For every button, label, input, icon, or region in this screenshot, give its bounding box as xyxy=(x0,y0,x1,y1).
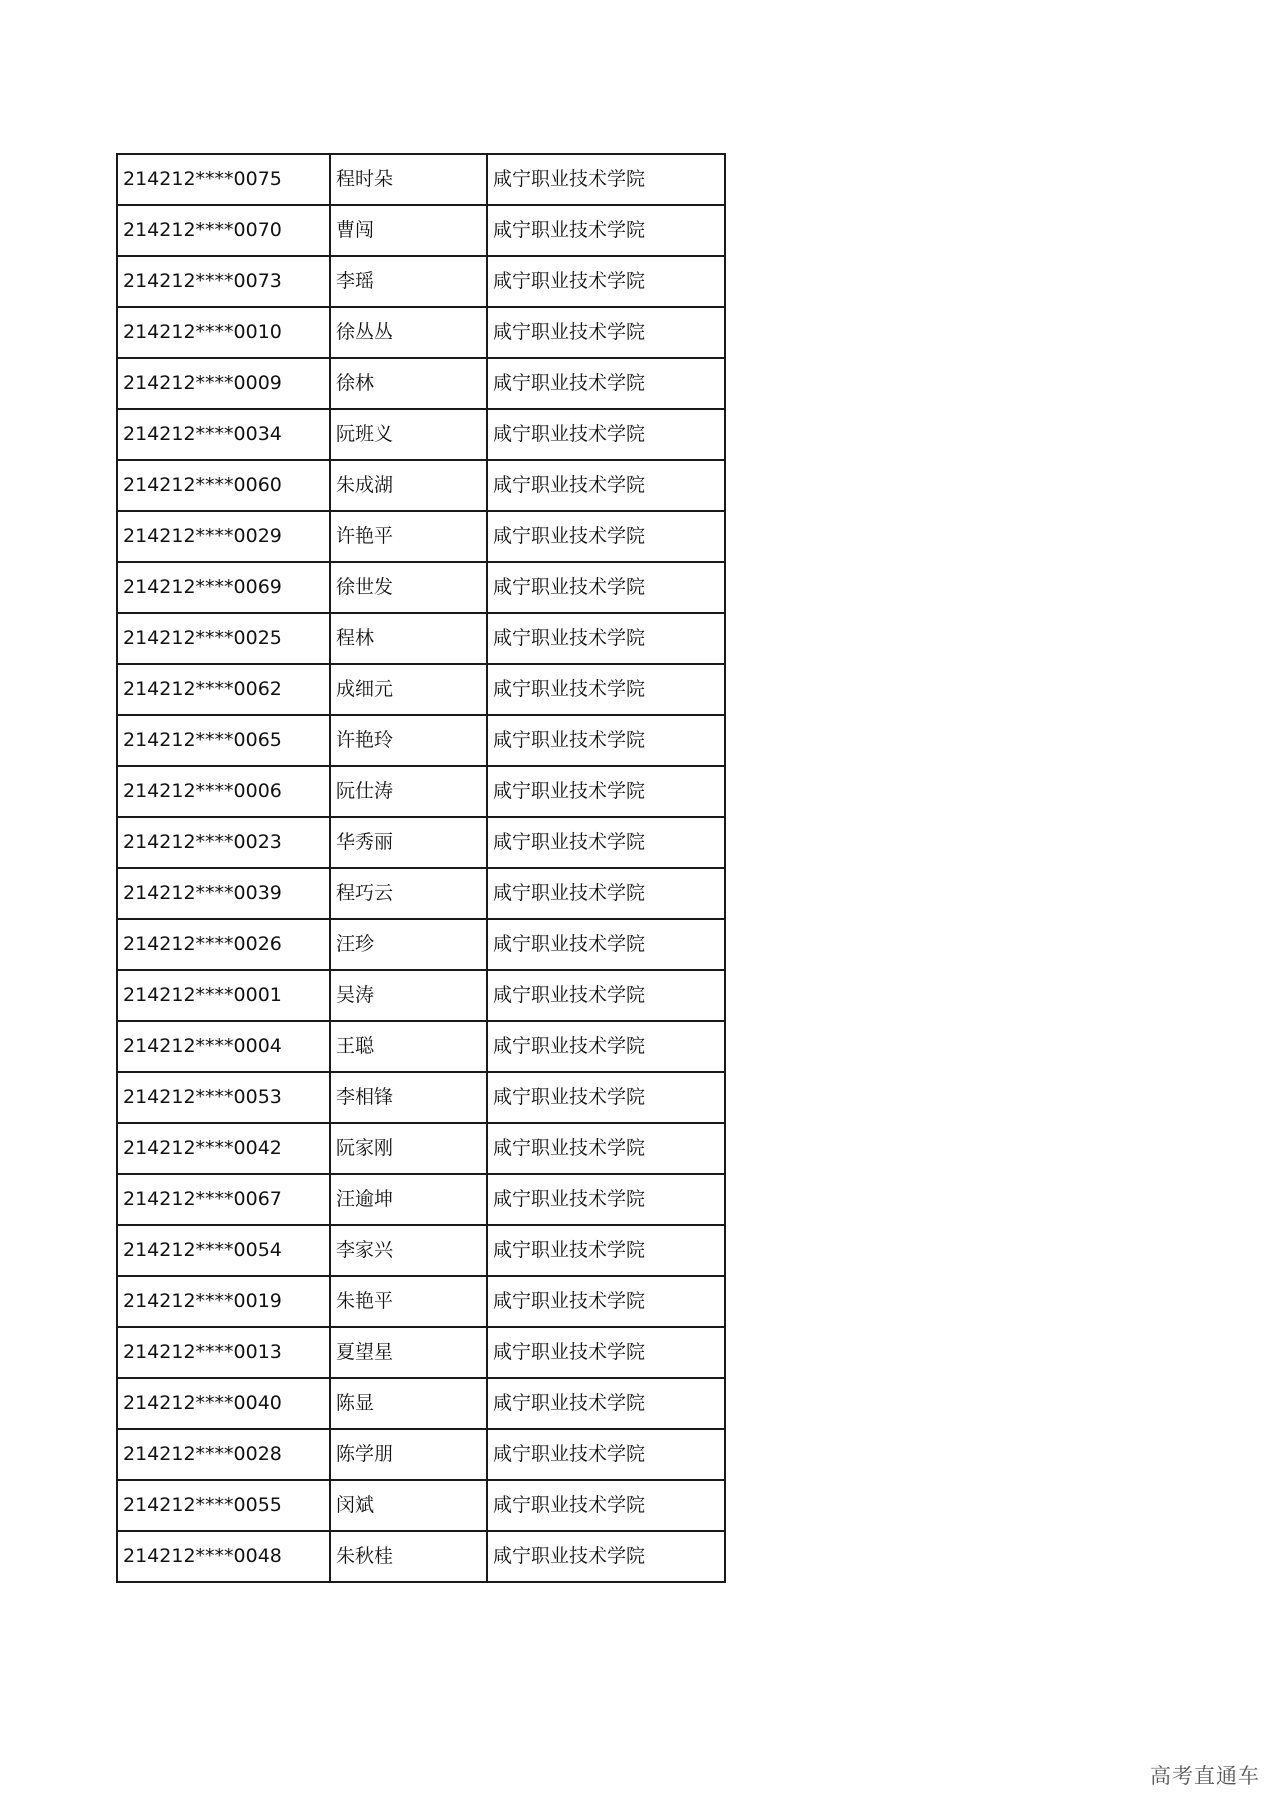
school-name-cell: 咸宁职业技术学院 xyxy=(487,613,725,664)
candidate-id-cell: 214212****0039 xyxy=(117,868,330,919)
table-row xyxy=(117,1123,725,1174)
student-name-cell: 程巧云 xyxy=(330,868,487,919)
student-name-cell: 阮家刚 xyxy=(330,1123,487,1174)
school-name-cell: 咸宁职业技术学院 xyxy=(487,1429,725,1480)
school-name-cell: 咸宁职业技术学院 xyxy=(487,1225,725,1276)
student-name-cell: 程林 xyxy=(330,613,487,664)
student-name-cell: 陈学朋 xyxy=(330,1429,487,1480)
student-name-cell: 许艳平 xyxy=(330,511,487,562)
student-name-cell: 汪珍 xyxy=(330,919,487,970)
school-name-cell: 咸宁职业技术学院 xyxy=(487,1123,725,1174)
candidate-id-cell: 214212****0062 xyxy=(117,664,330,715)
table-row xyxy=(117,1072,725,1123)
student-name-cell: 徐林 xyxy=(330,358,487,409)
candidate-id-cell: 214212****0025 xyxy=(117,613,330,664)
candidate-id-cell: 214212****0009 xyxy=(117,358,330,409)
candidate-id-cell: 214212****0010 xyxy=(117,307,330,358)
school-name-cell: 咸宁职业技术学院 xyxy=(487,868,725,919)
student-name-cell: 陈显 xyxy=(330,1378,487,1429)
candidate-id-cell: 214212****0073 xyxy=(117,256,330,307)
table-row xyxy=(117,1531,725,1582)
school-name-cell: 咸宁职业技术学院 xyxy=(487,1531,725,1582)
school-name-cell: 咸宁职业技术学院 xyxy=(487,817,725,868)
table-row xyxy=(117,970,725,1021)
student-name-cell: 王聪 xyxy=(330,1021,487,1072)
school-name-cell: 咸宁职业技术学院 xyxy=(487,562,725,613)
table-row xyxy=(117,154,725,205)
candidate-id-cell: 214212****0053 xyxy=(117,1072,330,1123)
table-row xyxy=(117,256,725,307)
table-row xyxy=(117,1480,725,1531)
table-row xyxy=(117,868,725,919)
school-name-cell: 咸宁职业技术学院 xyxy=(487,460,725,511)
candidate-id-cell: 214212****0006 xyxy=(117,766,330,817)
candidate-id-cell: 214212****0048 xyxy=(117,1531,330,1582)
school-name-cell: 咸宁职业技术学院 xyxy=(487,1480,725,1531)
school-name-cell: 咸宁职业技术学院 xyxy=(487,664,725,715)
admission-list-table xyxy=(116,153,726,1583)
table-row xyxy=(117,715,725,766)
school-name-cell: 咸宁职业技术学院 xyxy=(487,154,725,205)
school-name-cell: 咸宁职业技术学院 xyxy=(487,1276,725,1327)
school-name-cell: 咸宁职业技术学院 xyxy=(487,1327,725,1378)
table-row xyxy=(117,205,725,256)
table-row xyxy=(117,817,725,868)
table-row xyxy=(117,409,725,460)
table-row xyxy=(117,664,725,715)
student-name-cell: 李相锋 xyxy=(330,1072,487,1123)
candidate-id-cell: 214212****0070 xyxy=(117,205,330,256)
school-name-cell: 咸宁职业技术学院 xyxy=(487,1174,725,1225)
table-row xyxy=(117,511,725,562)
student-name-cell: 阮班义 xyxy=(330,409,487,460)
candidate-id-cell: 214212****0040 xyxy=(117,1378,330,1429)
school-name-cell: 咸宁职业技术学院 xyxy=(487,358,725,409)
table-row xyxy=(117,307,725,358)
candidate-id-cell: 214212****0029 xyxy=(117,511,330,562)
student-name-cell: 朱成湖 xyxy=(330,460,487,511)
table-row xyxy=(117,1225,725,1276)
student-name-cell: 朱艳平 xyxy=(330,1276,487,1327)
table-row xyxy=(117,1174,725,1225)
student-name-cell: 吴涛 xyxy=(330,970,487,1021)
candidate-id-cell: 214212****0026 xyxy=(117,919,330,970)
watermark-text: 高考直通车 xyxy=(1150,1764,1260,1788)
student-name-cell: 华秀丽 xyxy=(330,817,487,868)
school-name-cell: 咸宁职业技术学院 xyxy=(487,766,725,817)
school-name-cell: 咸宁职业技术学院 xyxy=(487,919,725,970)
candidate-id-cell: 214212****0075 xyxy=(117,154,330,205)
school-name-cell: 咸宁职业技术学院 xyxy=(487,307,725,358)
student-name-cell: 徐丛丛 xyxy=(330,307,487,358)
school-name-cell: 咸宁职业技术学院 xyxy=(487,256,725,307)
table-row xyxy=(117,460,725,511)
candidate-id-cell: 214212****0019 xyxy=(117,1276,330,1327)
table-row xyxy=(117,1327,725,1378)
table-row xyxy=(117,358,725,409)
student-name-cell: 闵斌 xyxy=(330,1480,487,1531)
table-row xyxy=(117,1021,725,1072)
student-name-cell: 程时朵 xyxy=(330,154,487,205)
candidate-id-cell: 214212****0034 xyxy=(117,409,330,460)
table-row xyxy=(117,613,725,664)
table-row xyxy=(117,1429,725,1480)
school-name-cell: 咸宁职业技术学院 xyxy=(487,1021,725,1072)
student-name-cell: 李家兴 xyxy=(330,1225,487,1276)
student-name-cell: 朱秋桂 xyxy=(330,1531,487,1582)
candidate-id-cell: 214212****0004 xyxy=(117,1021,330,1072)
school-name-cell: 咸宁职业技术学院 xyxy=(487,970,725,1021)
student-name-cell: 夏望星 xyxy=(330,1327,487,1378)
student-name-cell: 徐世发 xyxy=(330,562,487,613)
table-body xyxy=(117,154,725,1582)
student-name-cell: 曹闯 xyxy=(330,205,487,256)
candidate-id-cell: 214212****0060 xyxy=(117,460,330,511)
candidate-id-cell: 214212****0023 xyxy=(117,817,330,868)
candidate-id-cell: 214212****0055 xyxy=(117,1480,330,1531)
table-row xyxy=(117,1276,725,1327)
school-name-cell: 咸宁职业技术学院 xyxy=(487,715,725,766)
candidate-id-cell: 214212****0013 xyxy=(117,1327,330,1378)
school-name-cell: 咸宁职业技术学院 xyxy=(487,409,725,460)
school-name-cell: 咸宁职业技术学院 xyxy=(487,511,725,562)
student-name-cell: 许艳玲 xyxy=(330,715,487,766)
school-name-cell: 咸宁职业技术学院 xyxy=(487,205,725,256)
school-name-cell: 咸宁职业技术学院 xyxy=(487,1072,725,1123)
student-name-cell: 成细元 xyxy=(330,664,487,715)
student-name-cell: 李瑶 xyxy=(330,256,487,307)
table-row xyxy=(117,919,725,970)
candidate-id-cell: 214212****0054 xyxy=(117,1225,330,1276)
candidate-id-cell: 214212****0069 xyxy=(117,562,330,613)
table-row xyxy=(117,766,725,817)
candidate-id-cell: 214212****0042 xyxy=(117,1123,330,1174)
school-name-cell: 咸宁职业技术学院 xyxy=(487,1378,725,1429)
candidate-id-cell: 214212****0065 xyxy=(117,715,330,766)
student-name-cell: 汪逾坤 xyxy=(330,1174,487,1225)
table-row xyxy=(117,1378,725,1429)
candidate-id-cell: 214212****0028 xyxy=(117,1429,330,1480)
candidate-id-cell: 214212****0001 xyxy=(117,970,330,1021)
table-row xyxy=(117,562,725,613)
candidate-id-cell: 214212****0067 xyxy=(117,1174,330,1225)
student-name-cell: 阮仕涛 xyxy=(330,766,487,817)
